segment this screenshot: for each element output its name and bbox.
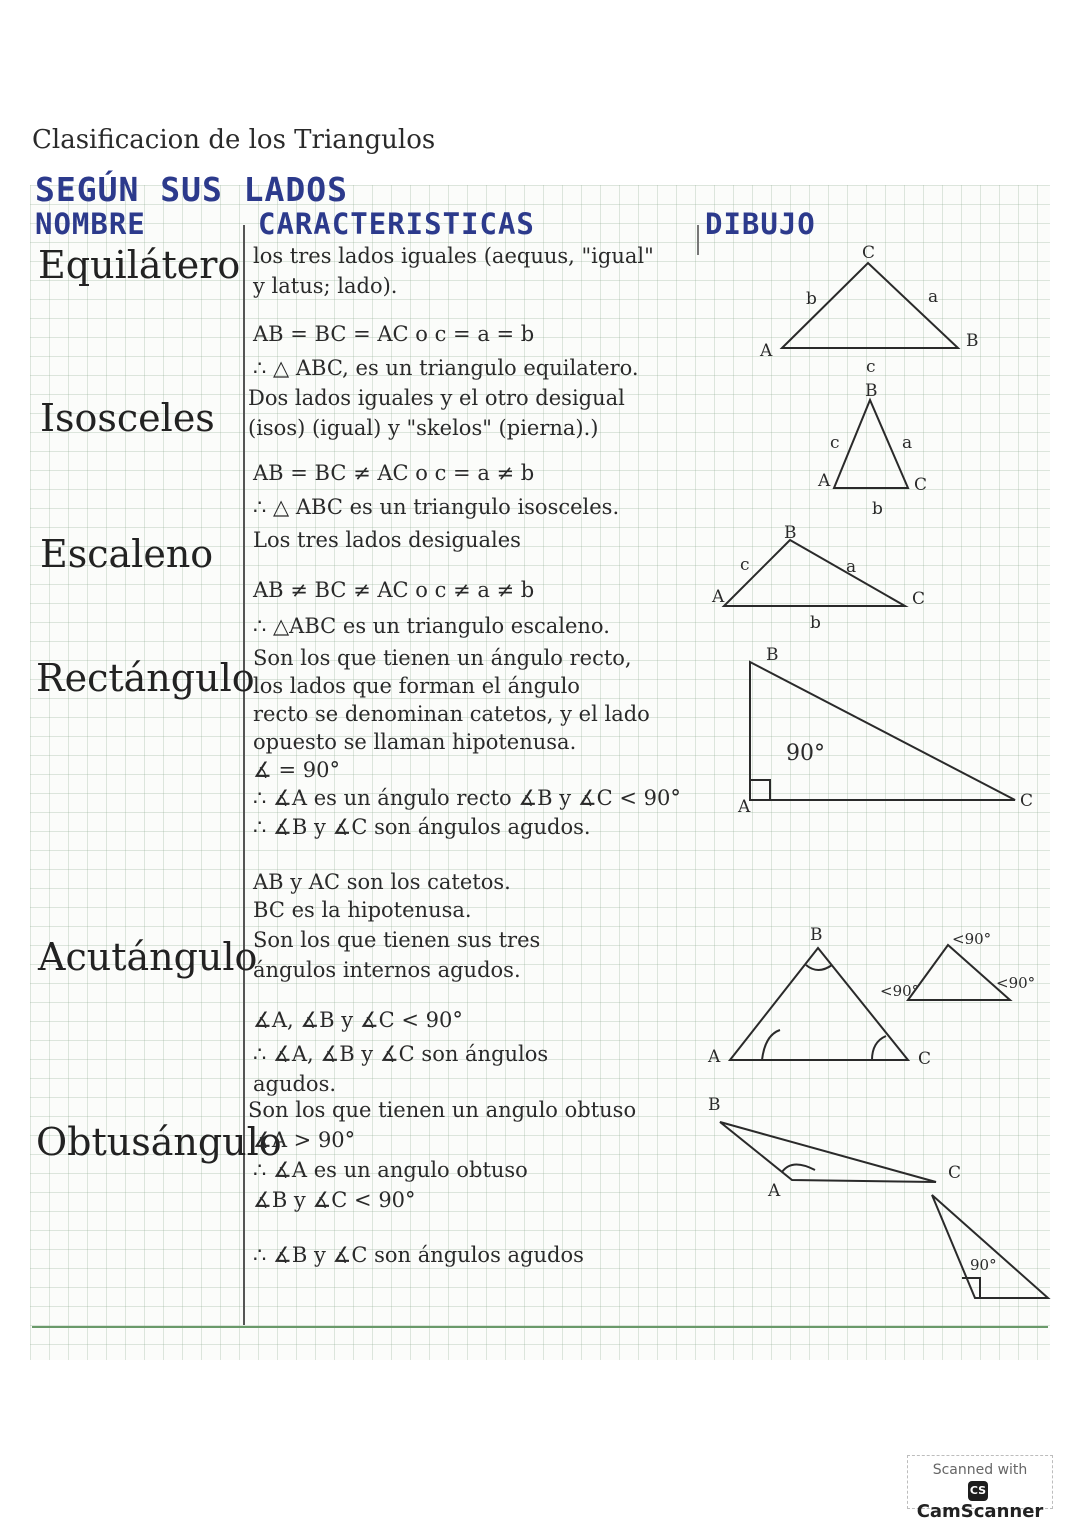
acutangulo-small-triangle: [908, 945, 1010, 1000]
acutangulo-line-4: ∴ ∡A, ∡B y ∡C son ángulos: [253, 1042, 549, 1066]
isosceles-triangle: [834, 400, 908, 488]
row-name-rectangulo: Rectángulo: [36, 656, 255, 700]
column-header-drawing: DIBUJO: [705, 207, 816, 241]
stamp-caption: Scanned with: [932, 1462, 1028, 1478]
column-header-name: NOMBRE: [35, 207, 146, 241]
acutangulo-line-5: agudos.: [253, 1072, 337, 1096]
acutangulo-label-C: C: [918, 1049, 932, 1069]
column-header-features: CARACTERISTICAS: [258, 207, 535, 241]
isosceles-label-c: c: [830, 433, 840, 453]
escaleno-line-2: AB ≠ BC ≠ AC o c ≠ a ≠ b: [253, 578, 535, 602]
rectangulo-right-angle-mark: [750, 780, 770, 800]
obtusangulo-angle-A-mark: [782, 1164, 815, 1172]
isosceles-label-b: b: [872, 499, 883, 519]
isosceles-line-4: ∴ △ ABC es un triangulo isosceles.: [253, 495, 620, 519]
rectangulo-label-B: B: [766, 645, 779, 665]
escaleno-label-C: C: [912, 589, 926, 609]
acutangulo-small-angle-left: <90°: [880, 982, 920, 1000]
rectangulo-label-C: C: [1020, 791, 1034, 811]
stamp-brand: [908, 1480, 1052, 1522]
isosceles-label-C: C: [914, 475, 928, 495]
escaleno-line-1: Los tres lados desiguales: [253, 528, 521, 552]
rectangulo-line-4: opuesto se llaman hipotenusa.: [253, 730, 577, 754]
camscanner-logo-icon: CS: [968, 1481, 988, 1501]
rectangulo-line-2: los lados que forman el ángulo: [253, 674, 580, 698]
isosceles-label-a: a: [902, 433, 913, 453]
row-name-acutangulo: Acutángulo: [38, 935, 258, 979]
rectangulo-line-8: AB y AC son los catetos.: [253, 870, 511, 894]
equilatero-label-c: c: [866, 357, 876, 377]
escaleno-triangle: [724, 540, 905, 606]
obtusangulo-small-angle-label: 90°: [970, 1256, 997, 1274]
stamp-brand-name: CamScanner: [916, 1501, 1044, 1522]
obtusangulo-line-2: ∡A > 90°: [253, 1128, 356, 1152]
equilatero-label-b: b: [806, 289, 817, 309]
row-name-obtusangulo: Obtusángulo: [36, 1120, 282, 1164]
acutangulo-triangle: [730, 948, 908, 1060]
equilatero-line-1: los tres lados iguales (aequus, "igual": [253, 244, 654, 268]
escaleno-label-b: b: [810, 613, 821, 633]
equilatero-label-B: B: [966, 331, 979, 351]
acutangulo-label-A: A: [708, 1047, 721, 1067]
obtusangulo-line-1: Son los que tienen un angulo obtuso: [248, 1098, 637, 1122]
isosceles-label-A: A: [818, 471, 831, 491]
escaleno-label-c: c: [740, 555, 750, 575]
isosceles-line-2: (isos) (igual) y "skelos" (pierna).): [248, 416, 599, 440]
escaleno-label-A: A: [712, 587, 725, 607]
section-subtitle: SEGÚN SUS LADOS: [35, 170, 349, 209]
equilatero-line-4: ∴ △ ABC, es un triangulo equilatero.: [253, 356, 639, 380]
acutangulo-small-angle-top: <90°: [952, 930, 992, 948]
equilatero-label-a: a: [928, 287, 939, 307]
acutangulo-angle-B-mark: [806, 965, 832, 970]
obtusangulo-label-A: A: [768, 1181, 781, 1201]
equilatero-line-2: y latus; lado).: [253, 274, 398, 298]
rectangulo-line-3: recto se denominan catetos, y el lado: [253, 702, 650, 726]
rectangulo-triangle: [750, 662, 1015, 800]
rectangulo-line-1: Son los que tienen un ángulo recto,: [253, 646, 632, 670]
acutangulo-label-B: B: [810, 925, 823, 945]
equilatero-label-C: C: [862, 243, 876, 263]
equilatero-line-3: AB = BC = AC o c = a = b: [253, 322, 535, 346]
obtusangulo-label-C: C: [948, 1163, 962, 1183]
row-name-equilatero: Equilátero: [38, 243, 241, 287]
escaleno-label-a: a: [846, 557, 857, 577]
rectangulo-line-5: ∡ = 90°: [253, 758, 340, 782]
obtusangulo-triangle: [720, 1122, 936, 1182]
obtusangulo-label-B: B: [708, 1095, 721, 1115]
acutangulo-line-2: ángulos internos agudos.: [253, 958, 521, 982]
rectangulo-line-7: ∴ ∡B y ∡C son ángulos agudos.: [253, 815, 591, 839]
row-name-isosceles: Isosceles: [40, 396, 215, 440]
isosceles-label-B: B: [865, 381, 878, 401]
escaleno-line-3: ∴ △ABC es un triangulo escaleno.: [253, 614, 610, 638]
obtusangulo-line-4: ∡B y ∡C < 90°: [253, 1188, 416, 1212]
obtusangulo-line-5: ∴ ∡B y ∡C son ángulos agudos: [253, 1243, 584, 1267]
acutangulo-angle-C-mark: [872, 1036, 886, 1060]
isosceles-line-1: Dos lados iguales y el otro desigual: [248, 386, 625, 410]
row-name-escaleno: Escaleno: [40, 532, 214, 576]
page-title: Clasificacion de los Triangulos: [32, 125, 436, 155]
isosceles-line-3: AB = BC ≠ AC o c = a ≠ b: [253, 461, 535, 485]
acutangulo-line-1: Son los que tienen sus tres: [253, 928, 541, 952]
escaleno-label-B: B: [784, 523, 797, 543]
rectangulo-label-A: A: [738, 797, 751, 817]
rectangulo-line-9: BC es la hipotenusa.: [253, 898, 472, 922]
acutangulo-angle-A-mark: [762, 1030, 780, 1060]
rectangulo-line-6: ∴ ∡A es un ángulo recto ∡B y ∡C < 90°: [253, 786, 681, 810]
obtusangulo-line-3: ∴ ∡A es un angulo obtuso: [253, 1158, 528, 1182]
camscanner-stamp: [907, 1455, 1053, 1522]
rectangulo-angle-label: 90°: [786, 741, 825, 766]
equilatero-label-A: A: [760, 341, 773, 361]
obtusangulo-small-triangle: [932, 1195, 1048, 1298]
acutangulo-small-angle-right: <90°: [996, 974, 1036, 992]
acutangulo-line-3: ∡A, ∡B y ∡C < 90°: [253, 1008, 463, 1032]
